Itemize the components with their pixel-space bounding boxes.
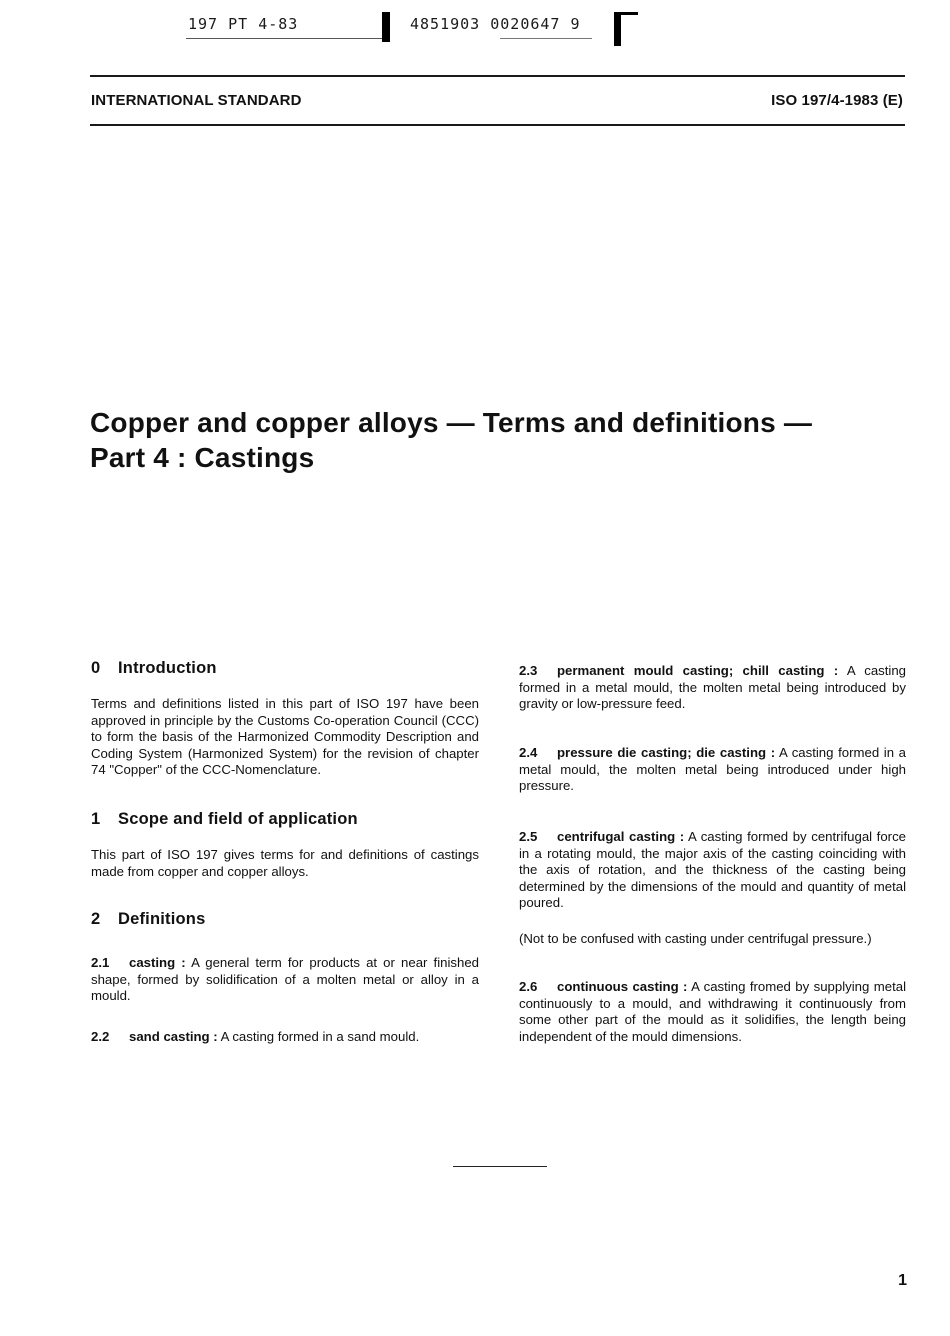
definition-number: 2.1 (91, 955, 110, 970)
definition-2-1 (91, 955, 479, 1005)
scope-text: This part of ISO 197 gives terms for and definitions of castings made from copper and copper alloys. (91, 847, 479, 879)
definition-number: 2.5 (519, 829, 538, 844)
standard-type: INTERNATIONAL STANDARD (91, 92, 302, 109)
definition-term: continuous casting : (557, 979, 688, 994)
section-title: Definitions (118, 910, 206, 928)
scan-code-mid: 4851903 0020647 9 (410, 15, 581, 33)
definition-term: casting : (129, 955, 186, 970)
page-number: 1 (898, 1272, 907, 1289)
title-line-2: Part 4 : Castings (90, 442, 315, 473)
header-rule-top (90, 75, 905, 77)
section-heading-introduction (91, 660, 479, 677)
stamp-bar (382, 12, 390, 42)
title-line-1: Copper and copper alloys — Terms and definitions — (90, 407, 813, 438)
definition-number: 2.3 (519, 663, 538, 678)
definition-number: 2.2 (91, 1029, 110, 1044)
section-number: 2 (91, 910, 101, 928)
header-rule-bottom (90, 124, 905, 126)
definition-text: A casting formed in a metal mould, the molten metal being introduced under high pressure. (519, 745, 907, 794)
standard-number: ISO 197/4-1983 (E) (771, 92, 903, 109)
section-number: 1 (91, 810, 101, 828)
stamp-bar-2 (614, 12, 621, 46)
stamp-underline-2 (500, 38, 592, 39)
definition-text: A casting formed in a sand mould. (220, 1029, 420, 1044)
section-heading-scope (91, 811, 479, 828)
stamp-bar-2-cap (614, 12, 638, 15)
definition-term: centrifugal casting : (557, 829, 685, 844)
definition-2-5-note: (Not to be confused with casting under centrifugal pressure.) (519, 931, 872, 946)
definition-text: A general term for products at or near finished shape, formed by solidification of a molten metal or alloy in a mould. (91, 955, 479, 1004)
section-number: 0 (91, 659, 101, 677)
definition-text: A casting formed by centrifugal force in a rotating mould, the major axis of the casting coinciding with the axis of rotation, and the thickness of the casting being determined by the dimensions of the mould and quantity of metal poured. (519, 829, 906, 911)
definition-2-6 (519, 979, 906, 1045)
definition-text: A casting formed in a metal mould, the molten metal being introduced by gravity or low-pressure feed. (519, 663, 907, 712)
scan-code-left: 197 PT 4-83 (188, 15, 299, 33)
section-title: Introduction (118, 659, 217, 677)
definition-2-4 (519, 745, 906, 795)
section-heading-definitions (91, 911, 479, 928)
end-rule (453, 1166, 547, 1167)
definition-text: A casting fromed by supplying metal continuously to a mould, and withdrawing it continuously from some other part of the mould as it solidifies, the length being independent of the mould dimensions. (519, 979, 906, 1044)
definition-term: pressure die casting; die casting : (557, 745, 776, 760)
definition-term: permanent mould casting; chill casting : (557, 663, 839, 678)
stamp-underline (186, 38, 386, 39)
section-title: Scope and field of application (118, 810, 358, 828)
definition-2-5 (519, 829, 906, 912)
definition-term: sand casting : (129, 1029, 218, 1044)
introduction-text: Terms and definitions listed in this part of ISO 197 have been approved in principle by the Customs Co-operation Council (CCC) to form the basis of the Harmonized Commodity Description and Coding System (Harmonized System) for the revision of chapter 74 "Copper" of the CCC-Nomenclature. (91, 696, 479, 778)
definition-2-2 (91, 1029, 479, 1046)
definition-2-3 (519, 663, 906, 713)
document-title (90, 405, 812, 475)
definition-number: 2.6 (519, 979, 538, 994)
definition-number: 2.4 (519, 745, 538, 760)
